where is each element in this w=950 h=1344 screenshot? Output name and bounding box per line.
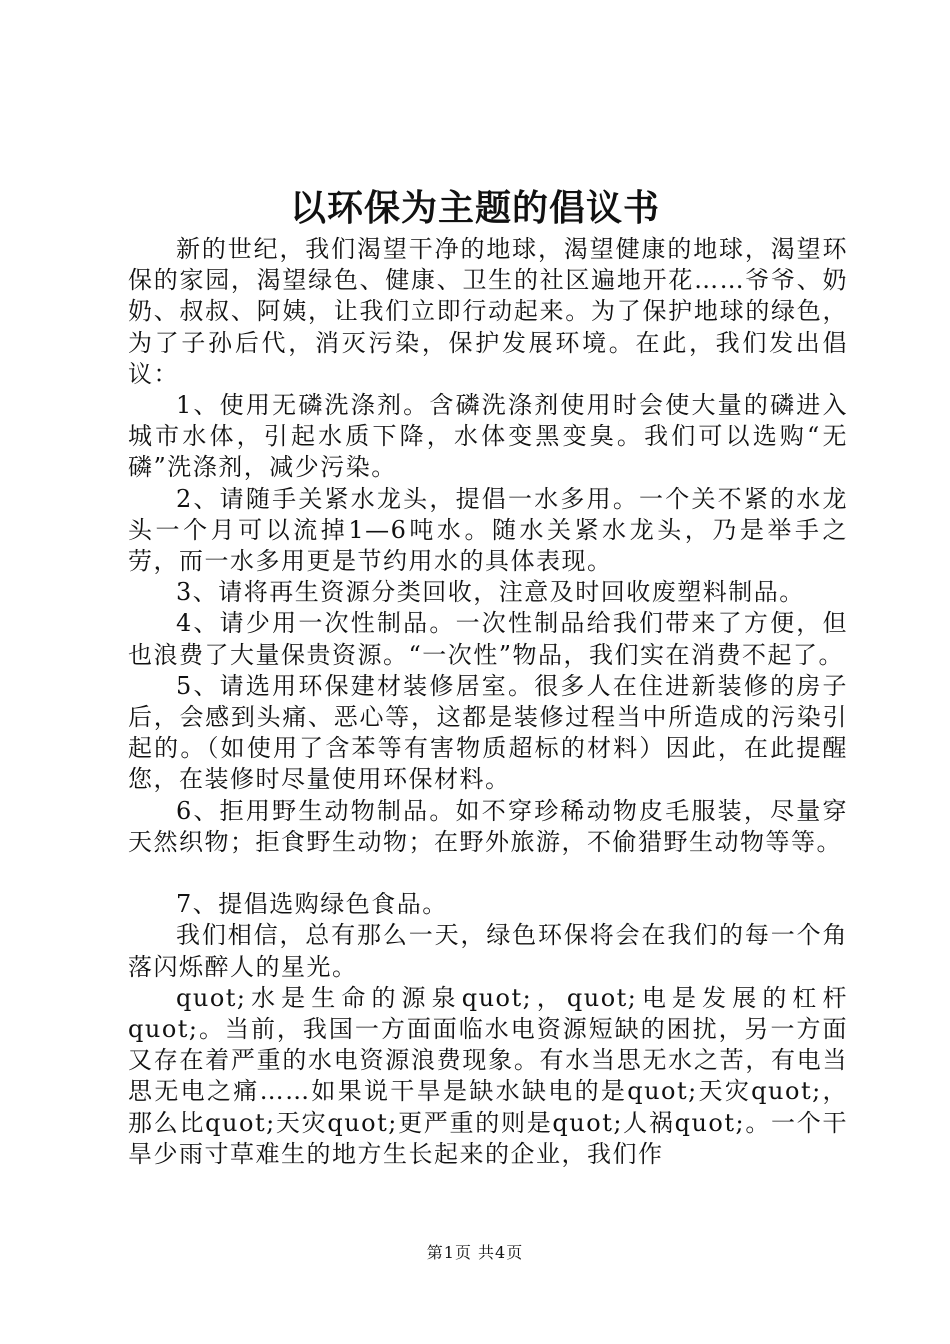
paragraph-intro: 新的世纪，我们渴望干净的地球，渴望健康的地球，渴望环保的家园，渴望绿色、健康、卫生的社区遍地开花……爷爷、奶奶、叔叔、阿姨，让我们立即行动起来。为了保护地球的绿色，为了子孙后代，消灭污染，保护发展环境。在此，我们发出倡议： — [128, 235, 848, 388]
paragraph-item-1: 1、使用无磷洗涤剂。含磷洗涤剂使用时会使大量的磷进入城市水体，引起水质下降，水体变黑变臭。我们可以选购“无磷”洗涤剂，减少污染。 — [128, 391, 848, 482]
page-number-footer: 第1页 共4页 — [426, 1243, 524, 1262]
paragraph-item-4: 4、请少用一次性制品。一次性制品给我们带来了方便，但也浪费了大量保贵资源。“一次性”物品，我们实在消费不起了。 — [128, 609, 848, 669]
paragraph-closing: 我们相信，总有那么一天，绿色环保将会在我们的每一个角落闪烁醉人的星光。 — [128, 921, 848, 981]
paragraph-item-3: 3、请将再生资源分类回收，注意及时回收废塑料制品。 — [176, 578, 805, 607]
paragraph-item-5: 5、请选用环保建材装修居室。很多人在住进新装修的房子后，会感到头痛、恶心等，这都是装修过程当中所造成的污染引起的。（如使用了含苯等有害物质超标的材料）因此，在此提醒您，在装修时尽量使用环保材料。 — [128, 671, 848, 794]
paragraph-item-6: 6、拒用野生动物制品。如不穿珍稀动物皮毛服装，尽量穿天然织物；拒食野生动物；在野外旅游，不偷猎野生动物等等。 — [128, 796, 848, 856]
document-title: 以环保为主题的倡议书 — [289, 187, 660, 229]
blank-line — [128, 858, 848, 889]
paragraph-item-7: 7、提倡选购绿色食品。 — [176, 890, 448, 919]
paragraph-item-2: 2、请随手关紧水龙头，提倡一水多用。一个关不紧的水龙头一个月可以流掉1—6吨水。随水关紧水龙头，乃是举手之劳，而一水多用更是节约用水的具体表现。 — [128, 484, 848, 576]
document-body — [128, 234, 848, 1170]
paragraph-water-electricity: quot;水是生命的源泉quot;，quot;电是发展的杠杆quot;。当前，我国一方面面临水电资源短缺的困扰，另一方面又存在着严重的水电资源浪费现象。有水当思无水之苦，有电当思无电之痛……如果说干旱是缺水缺电的是quot;天灾quot;，那么比quot;天灾quot;更严重的则是quot;人祸quot;。一个干旱少雨寸草难生的地方生长起来的企业，我们作 — [128, 983, 848, 1168]
